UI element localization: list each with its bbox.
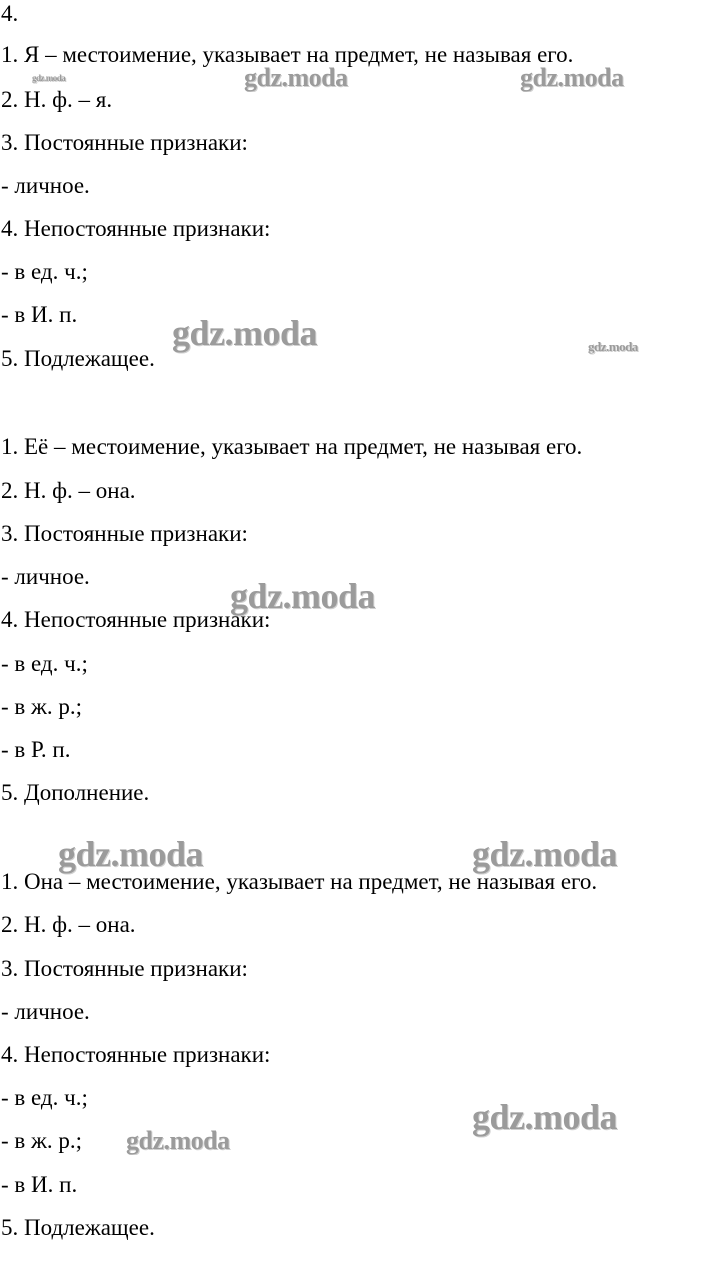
- block1-line1: 1. Я – местоимение, указывает на предмет, не называя его.: [1, 42, 574, 67]
- block3-line3: 3. Постоянные признаки:: [1, 956, 248, 981]
- block1-line4: - личное.: [1, 173, 90, 198]
- block2-line8: - в Р. п.: [1, 737, 71, 762]
- block1-line7: - в И. п.: [1, 302, 78, 327]
- block2-line6: - в ед. ч.;: [1, 651, 88, 676]
- block3-line8: - в И. п.: [1, 1172, 78, 1197]
- block2-line3: 3. Постоянные признаки:: [1, 521, 248, 546]
- block2-line2: 2. Н. ф. – она.: [1, 478, 136, 503]
- block1-line3: 3. Постоянные признаки:: [1, 130, 248, 155]
- block1-line5: 4. Непостоянные признаки:: [1, 216, 271, 241]
- watermark-logo: gdz.moda: [588, 339, 638, 354]
- watermark-logo: gdz.moda: [230, 576, 376, 616]
- block3-line9: 5. Подлежащее.: [1, 1215, 155, 1240]
- block2-line7: - в ж. р.;: [1, 694, 83, 719]
- watermark-logo: gdz.moda: [126, 1126, 230, 1155]
- watermark-logo: gdz.moda: [172, 313, 318, 353]
- block1-line8: 5. Подлежащее.: [1, 346, 155, 371]
- watermark-logo: gdz.moda: [244, 63, 348, 92]
- block3-line6: - в ед. ч.;: [1, 1085, 88, 1110]
- block2-line1: 1. Её – местоимение, указывает на предмет, не называя его.: [1, 434, 583, 459]
- block3-line7: - в ж. р.;: [1, 1128, 83, 1153]
- watermark-logo: gdz.moda: [472, 834, 618, 874]
- exercise-number: 4.: [1, 1, 19, 26]
- block2-line5: 4. Непостоянные признаки:: [1, 607, 271, 632]
- block3-line1: 1. Она – местоимение, указывает на предмет, не называя его.: [1, 869, 598, 894]
- watermark-logo: gdz.moda: [520, 63, 624, 92]
- block3-line5: 4. Непостоянные признаки:: [1, 1042, 271, 1067]
- watermark-logo: gdz.moda: [472, 1097, 618, 1137]
- block3-line2: 2. Н. ф. – она.: [1, 912, 136, 937]
- block1-line6: - в ед. ч.;: [1, 259, 88, 284]
- block2-line4: - личное.: [1, 564, 90, 589]
- block3-line4: - личное.: [1, 999, 90, 1024]
- block2-line9: 5. Дополнение.: [1, 780, 150, 805]
- watermark-logo: gdz.moda: [32, 73, 66, 83]
- watermark-logo: gdz.moda: [58, 834, 204, 874]
- block1-line2: 2. Н. ф. – я.: [1, 87, 113, 112]
